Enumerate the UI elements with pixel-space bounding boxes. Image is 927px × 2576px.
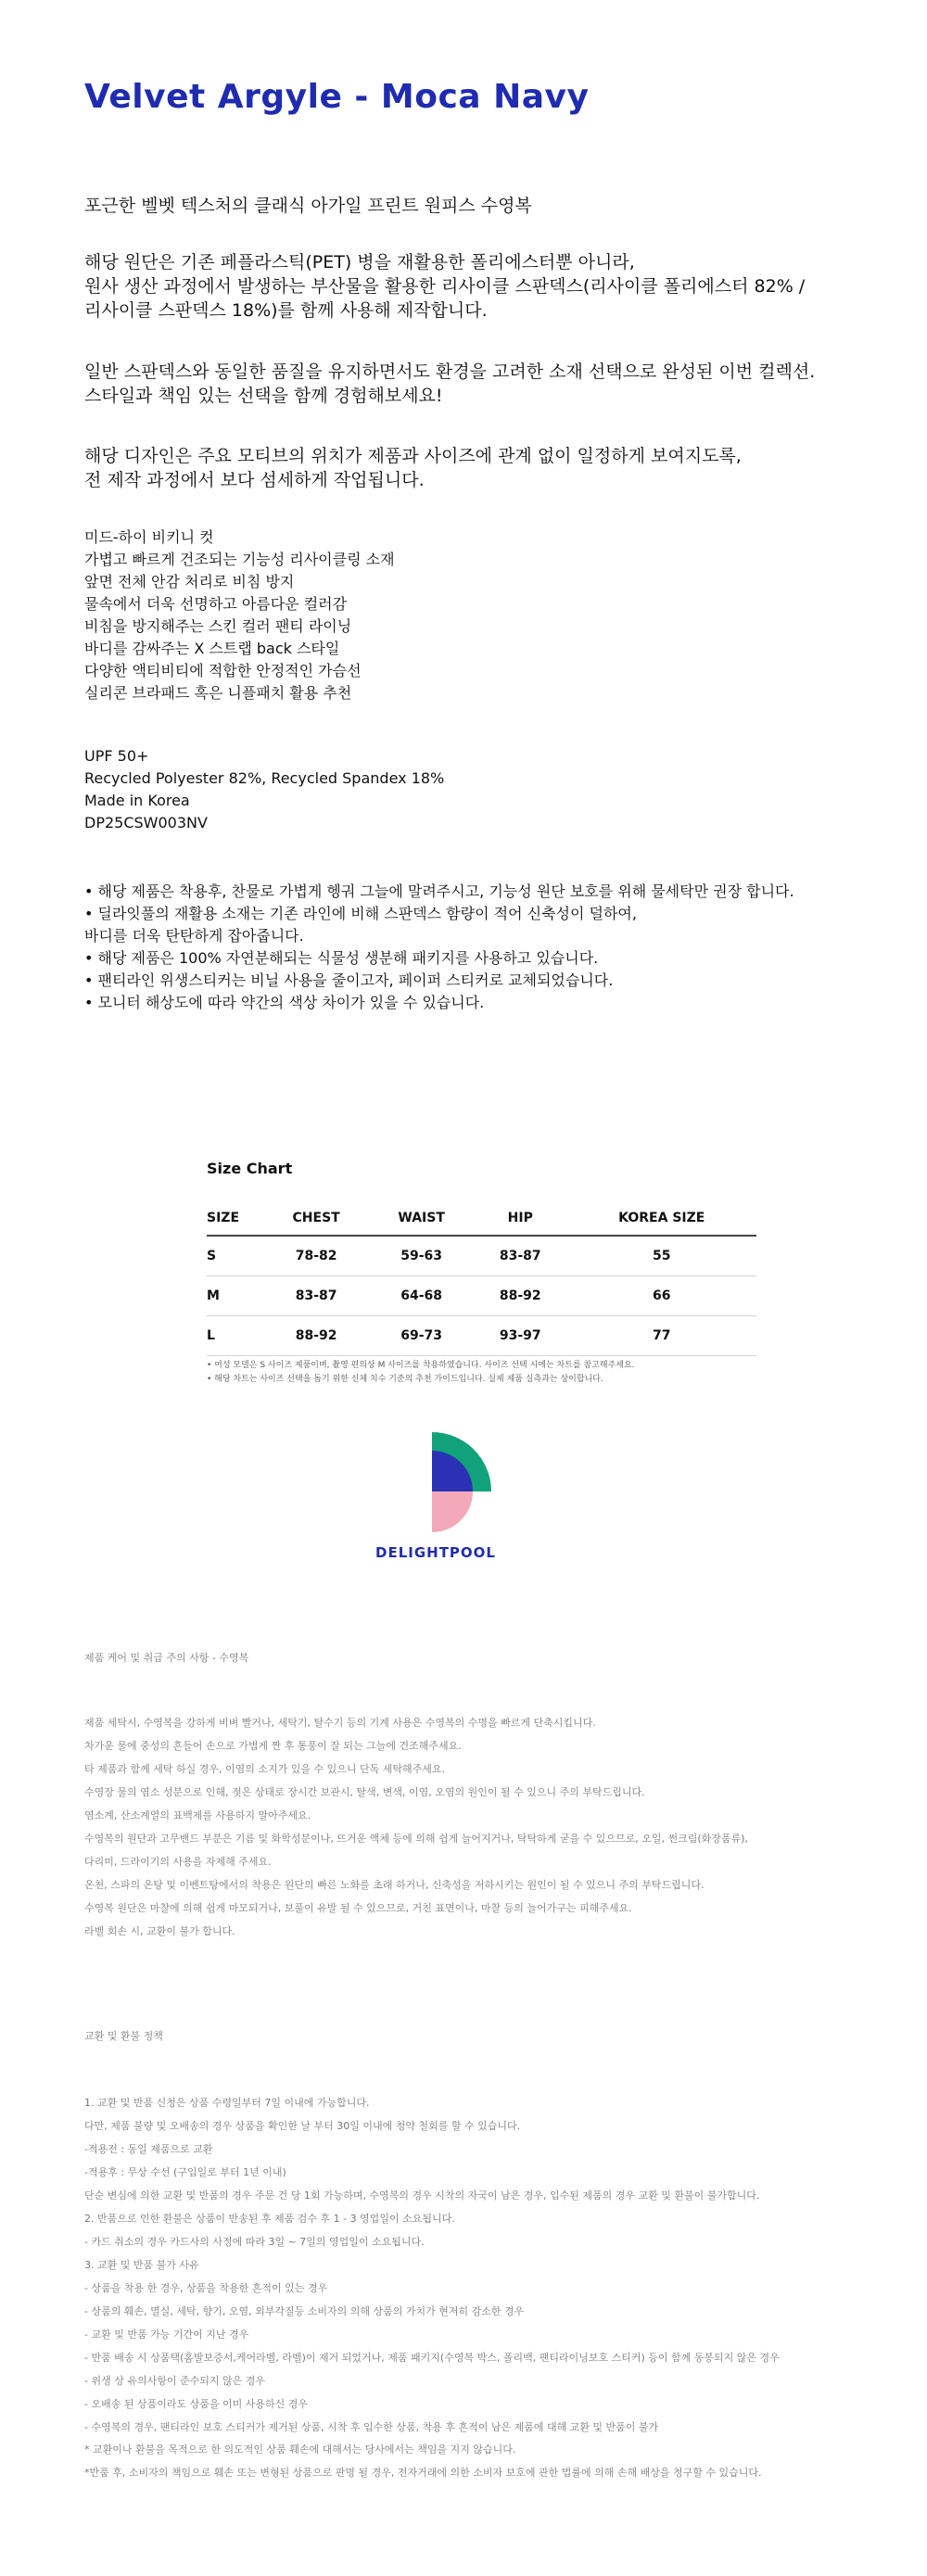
care-line: 차가운 물에 중성의 흔들어 손으로 가볍게 짠 후 통풍이 잘 되는 그늘에 건조해주세요.	[84, 1740, 462, 1752]
intro-line: 리사이클 스판덱스 18%)를 함께 사용해 제작합니다.	[84, 300, 488, 321]
cell-waist: 69-73	[369, 1316, 474, 1356]
header-size: SIZE	[207, 1201, 263, 1236]
header-waist: WAIST	[369, 1201, 474, 1236]
care-line: 제품 세탁시, 수영복을 강하게 비벼 빨거나, 세탁기, 탈수기 등의 기계 사용은 수영복의 수명을 빠르게 단축시킵니다.	[84, 1717, 596, 1729]
size-chart-table	[207, 1201, 756, 1356]
feature-item: 미드-하이 비키니 컷	[84, 528, 214, 546]
cell-korea-size: 66	[567, 1276, 757, 1316]
size-chart-note: • 여성 모델은 S 사이즈 제품이며, 촬영 편의상 M 사이즈를 착용하였습니다. 사이즈 선택 시에는 차트를 참고해주세요.	[207, 1361, 635, 1370]
cell-hip: 93-97	[474, 1316, 566, 1356]
intro-paragraph	[84, 444, 882, 492]
care-line: 다리미, 드라이기의 사용을 자제해 주세요.	[84, 1856, 272, 1868]
intro-paragraph	[84, 250, 882, 323]
feature-list	[84, 527, 395, 704]
exchange-line: 3. 교환 및 반품 불가 사유	[84, 2259, 199, 2271]
care-line: 수영장 물의 염소 성분으로 인해, 젖은 상태로 장시간 보관시, 탈색, 변색, 이염, 오염의 원인이 될 수 있으니 주의 부탁드립니다.	[84, 1786, 645, 1798]
exchange-line: - 교환 및 반품 가능 기간이 지난 경우	[84, 2329, 249, 2341]
table-row	[207, 1316, 756, 1356]
delightpool-logo-icon	[426, 1432, 501, 1536]
care-line: 염소계, 산소계열의 표백제를 사용하지 말아주세요.	[84, 1809, 311, 1821]
intro-paragraph	[84, 194, 882, 218]
care-line: 수영복의 원단과 고무밴드 부분은 기름 및 화학성분이나, 뜨거운 액체 등에 의해 쉽게 늘어지거나, 탁탁하게 굳을 수 있으므로, 오일, 썬크림(화장품류),	[84, 1833, 748, 1845]
cell-chest: 88-92	[263, 1316, 369, 1356]
exchange-line: - 위생 상 유의사항이 준수되지 않은 경우	[84, 2375, 265, 2387]
exchange-line: -적용후 : 무상 수선 (구입일로 부터 1년 이내)	[84, 2166, 286, 2178]
care-note: 바디를 더욱 탄탄하게 잡아줍니다.	[84, 927, 304, 945]
exchange-line: - 상품을 착용 한 경우, 상품을 착용한 흔적이 있는 경우	[84, 2282, 328, 2294]
exchange-section-list	[84, 2091, 780, 2439]
size-chart-note: • 해당 차트는 사이즈 선택을 돕기 위한 신체 치수 기준의 추천 가이드입니다. 실제 제품 실측과는 상이합니다.	[207, 1375, 603, 1384]
exchange-line: - 상품의 훼손, 멸실, 세탁, 향기, 오염, 외부각질등 소비자의 의해 상품의 가치가 현저히 감소한 경우	[84, 2305, 525, 2317]
cell-korea-size: 77	[567, 1316, 757, 1356]
exchange-line: 2. 반품으로 인한 환불은 상품이 반송된 후 제품 검수 후 1 - 3 영업일이 소요됩니다.	[84, 2213, 455, 2225]
intro-line: 원사 생산 과정에서 발생하는 부산물을 활용한 리사이클 스판덱스(리사이클 폴리에스터 82% /	[84, 276, 806, 297]
care-section-heading: 제품 케어 및 취급 주의 사항 - 수영복	[84, 1652, 249, 1664]
brand-name: DELIGHTPOOL	[375, 1544, 496, 1561]
feature-item: 가볍고 빠르게 건조되는 기능성 리사이클링 소재	[84, 551, 395, 568]
header-korea-size: KOREA SIZE	[567, 1201, 757, 1236]
header-chest: CHEST	[263, 1201, 369, 1236]
feature-item: 앞면 전체 안감 처리로 비침 방지	[84, 573, 295, 590]
feature-item: 비침을 방지해주는 스킨 컬러 팬티 라이닝	[84, 617, 352, 635]
care-line: 타 제품과 함께 세탁 하실 경우, 이염의 소지가 있을 수 있으니 단독 세탁해주세요.	[84, 1763, 445, 1775]
care-note: • 팬티라인 위생스티커는 비닐 사용을 줄이고자, 페이퍼 스티커로 교체되었습니다.	[84, 971, 614, 989]
intro-line: 일반 스판덱스와 동일한 품질을 유지하면서도 환경을 고려한 소재 선택으로 완성된 이번 컬렉션.	[84, 362, 816, 382]
feature-item: 다양한 액티비티에 적합한 안정적인 가슴선	[84, 662, 362, 679]
care-note: • 모니터 해상도에 따라 약간의 색상 차이가 있을 수 있습니다.	[84, 994, 485, 1011]
exchange-footnotes	[84, 2438, 761, 2484]
exchange-footnote: * 교환이나 환불을 목적으로 한 의도적인 상품 훼손에 대해서는 당사에서는 책임을 지지 않습니다.	[84, 2443, 516, 2455]
table-row	[207, 1276, 756, 1316]
size-chart-notes	[207, 1359, 635, 1387]
spec-item: DP25CSW003NV	[84, 814, 208, 831]
cell-hip: 83-87	[474, 1236, 566, 1276]
spec-item: Recycled Polyester 82%, Recycled Spandex 18%	[84, 769, 445, 787]
spec-list	[84, 745, 444, 834]
intro-paragraph	[84, 360, 882, 408]
exchange-section-heading: 교환 및 환불 정책	[84, 2030, 163, 2042]
intro-line: 포근한 벨벳 텍스처의 클래식 아가일 프린트 원피스 수영복	[84, 196, 532, 216]
cell-hip: 88-92	[474, 1276, 566, 1316]
care-notes-list	[84, 881, 794, 1014]
header-hip: HIP	[474, 1201, 566, 1236]
cell-size: M	[207, 1276, 263, 1316]
spec-item: Made in Korea	[84, 792, 190, 809]
exchange-line: -적용전 : 동일 제품으로 교환	[84, 2143, 213, 2155]
care-note: • 해당 제품은 착용후, 찬물로 가볍게 헹궈 그늘에 말려주시고, 기능성 원단 보호를 위해 물세탁만 권장 합니다.	[84, 882, 794, 900]
exchange-line: - 반품 배송 시 상품택(홈발보증서,케어라벨, 라벨)이 제거 되었거나, 제품 패키지(수영복 박스, 폴리백, 팬티라이닝보호 스티커) 등이 함께 동봉되지 않은 경우	[84, 2352, 780, 2364]
care-line: 라벨 회손 시, 교환이 불가 합니다.	[84, 1925, 235, 1937]
cell-waist: 64-68	[369, 1276, 474, 1316]
intro-line: 해당 디자인은 주요 모티브의 위치가 제품과 사이즈에 관계 없이 일정하게 보여지도록,	[84, 446, 742, 466]
exchange-footnote: *반품 후, 소비자의 책임으로 훼손 또는 변형된 상품으로 판명 될 경우, 전자거래에 의한 소비자 보호에 관한 법률에 의해 손해 배상을 청구할 수 있습니다.	[84, 2467, 762, 2479]
exchange-line: - 오배송 된 상품이라도 상품을 이미 사용하신 경우	[84, 2398, 308, 2410]
feature-item: 실리콘 브라패드 혹은 니플패치 활용 추천	[84, 684, 352, 702]
cell-size: S	[207, 1236, 263, 1276]
exchange-line: - 카드 취소의 경우 카드사의 사정에 따라 3일 ~ 7일의 영업일이 소요됩니다.	[84, 2236, 425, 2248]
intro-line: 스타일과 책임 있는 선택을 함께 경험해보세요!	[84, 386, 443, 406]
exchange-line: 다만, 제품 불량 및 오배송의 경우 상품을 확인한 날 부터 30일 이내에 청약 철회를 할 수 있습니다.	[84, 2120, 521, 2132]
care-section-list	[84, 1711, 748, 1943]
exchange-line: 단순 변심에 의한 교환 및 반품의 경우 주문 건 당 1회 가능하며, 수영복의 경우 시착의 자국이 남은 경우, 입수된 제품의 경우 교환 및 환불이 불가합니다.	[84, 2189, 760, 2202]
exchange-line: - 수영복의 경우, 팬티라인 보호 스티커가 제거된 상품, 시착 후 입수한 상품, 착용 후 흔적이 남은 제품에 대해 교환 및 반품이 불가	[84, 2421, 659, 2433]
size-chart-header-row	[207, 1201, 756, 1236]
spec-item: UPF 50+	[84, 747, 149, 765]
care-line: 온천, 스파의 온탕 및 이벤트탕에서의 착용은 원단의 빠른 노화를 초래 하거나, 신축성을 저하시키는 원인이 될 수 있으니 주의 부탁드립니다.	[84, 1879, 705, 1891]
intro-line: 전 제작 과정에서 보다 섬세하게 작업됩니다.	[84, 470, 425, 490]
intro-line: 해당 원단은 기존 페플라스틱(PET) 병을 재활용한 폴리에스터뿐 아니라,	[84, 252, 635, 273]
feature-item: 물속에서 더욱 선명하고 아름다운 컬러감	[84, 595, 348, 613]
care-line: 수영복 원단은 마찰에 의해 쉽게 마모되거나, 보풀이 유발 될 수 있으므로, 거친 표면이나, 마찰 등의 늘어가구는 피해주세요.	[84, 1902, 632, 1914]
cell-waist: 59-63	[369, 1236, 474, 1276]
care-note: • 딜라잇풀의 재활용 소재는 기존 라인에 비해 스판덱스 함량이 적어 신축성이 덜하여,	[84, 905, 637, 922]
page-title: Velvet Argyle - Moca Navy	[84, 78, 590, 116]
exchange-line: 1. 교환 및 반품 신청은 상품 수령일부터 7일 이내에 가능합니다.	[84, 2097, 370, 2109]
cell-chest: 83-87	[263, 1276, 369, 1316]
cell-korea-size: 55	[567, 1236, 757, 1276]
size-chart-title: Size Chart	[207, 1160, 293, 1177]
table-row	[207, 1236, 756, 1276]
cell-size: L	[207, 1316, 263, 1356]
feature-item: 바디를 감싸주는 X 스트랩 back 스타일	[84, 640, 340, 657]
care-note: • 해당 제품은 100% 자연분해되는 식물성 생분해 패키지를 사용하고 있습니다.	[84, 949, 599, 967]
cell-chest: 78-82	[263, 1236, 369, 1276]
